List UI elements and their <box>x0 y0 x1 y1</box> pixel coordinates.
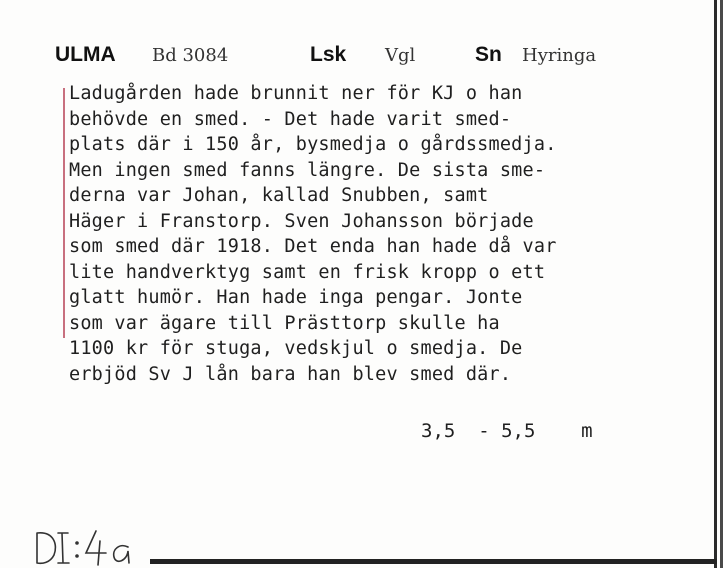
body-line: lite handverktyg samt en frisk kropp o ett <box>69 261 546 283</box>
card-header <box>55 40 693 70</box>
body-line: glatt humör. Han hade inga pengar. Jonte <box>69 287 523 308</box>
parish-value: Hyringa <box>522 45 597 66</box>
parish-code: ULMA <box>55 43 116 66</box>
body-line: som var ägare till Prästtorp skulle ha <box>69 312 500 334</box>
card-edge-bottom <box>150 559 717 564</box>
body-line: plats där i 150 år, bysmedja o gårdssmedja. <box>69 134 557 155</box>
margin-rule <box>63 88 65 338</box>
body-line: Häger i Franstorp. Sven Johansson började <box>69 210 534 232</box>
body-line: behövde en smed. - Det hade varit smed- <box>69 108 512 130</box>
card-body-text <box>69 81 669 387</box>
measurement-value: 3,5 - 5,5 m <box>421 420 593 442</box>
handwritten-signature <box>32 523 147 567</box>
body-line: derna var Johan, kallad Snubben, samt <box>69 185 489 206</box>
county-value: Vgl <box>385 45 416 66</box>
body-line: som smed där 1918. Det enda han hade då var <box>69 236 557 257</box>
body-line: Men ingen smed fanns längre. De sista sme- <box>69 159 546 181</box>
parish-label: Sn <box>475 43 502 66</box>
card-edge-right <box>714 0 717 568</box>
body-line: 1100 kr för stuga, vedskjul o smedja. De <box>69 338 523 359</box>
body-line: erbjöd Sv J lån bara han blev smed där. <box>69 363 512 385</box>
volume-number: Bd 3084 <box>152 45 229 66</box>
county-label: Lsk <box>310 43 347 66</box>
body-line: Ladugården hade brunnit ner för KJ o han <box>69 83 523 104</box>
